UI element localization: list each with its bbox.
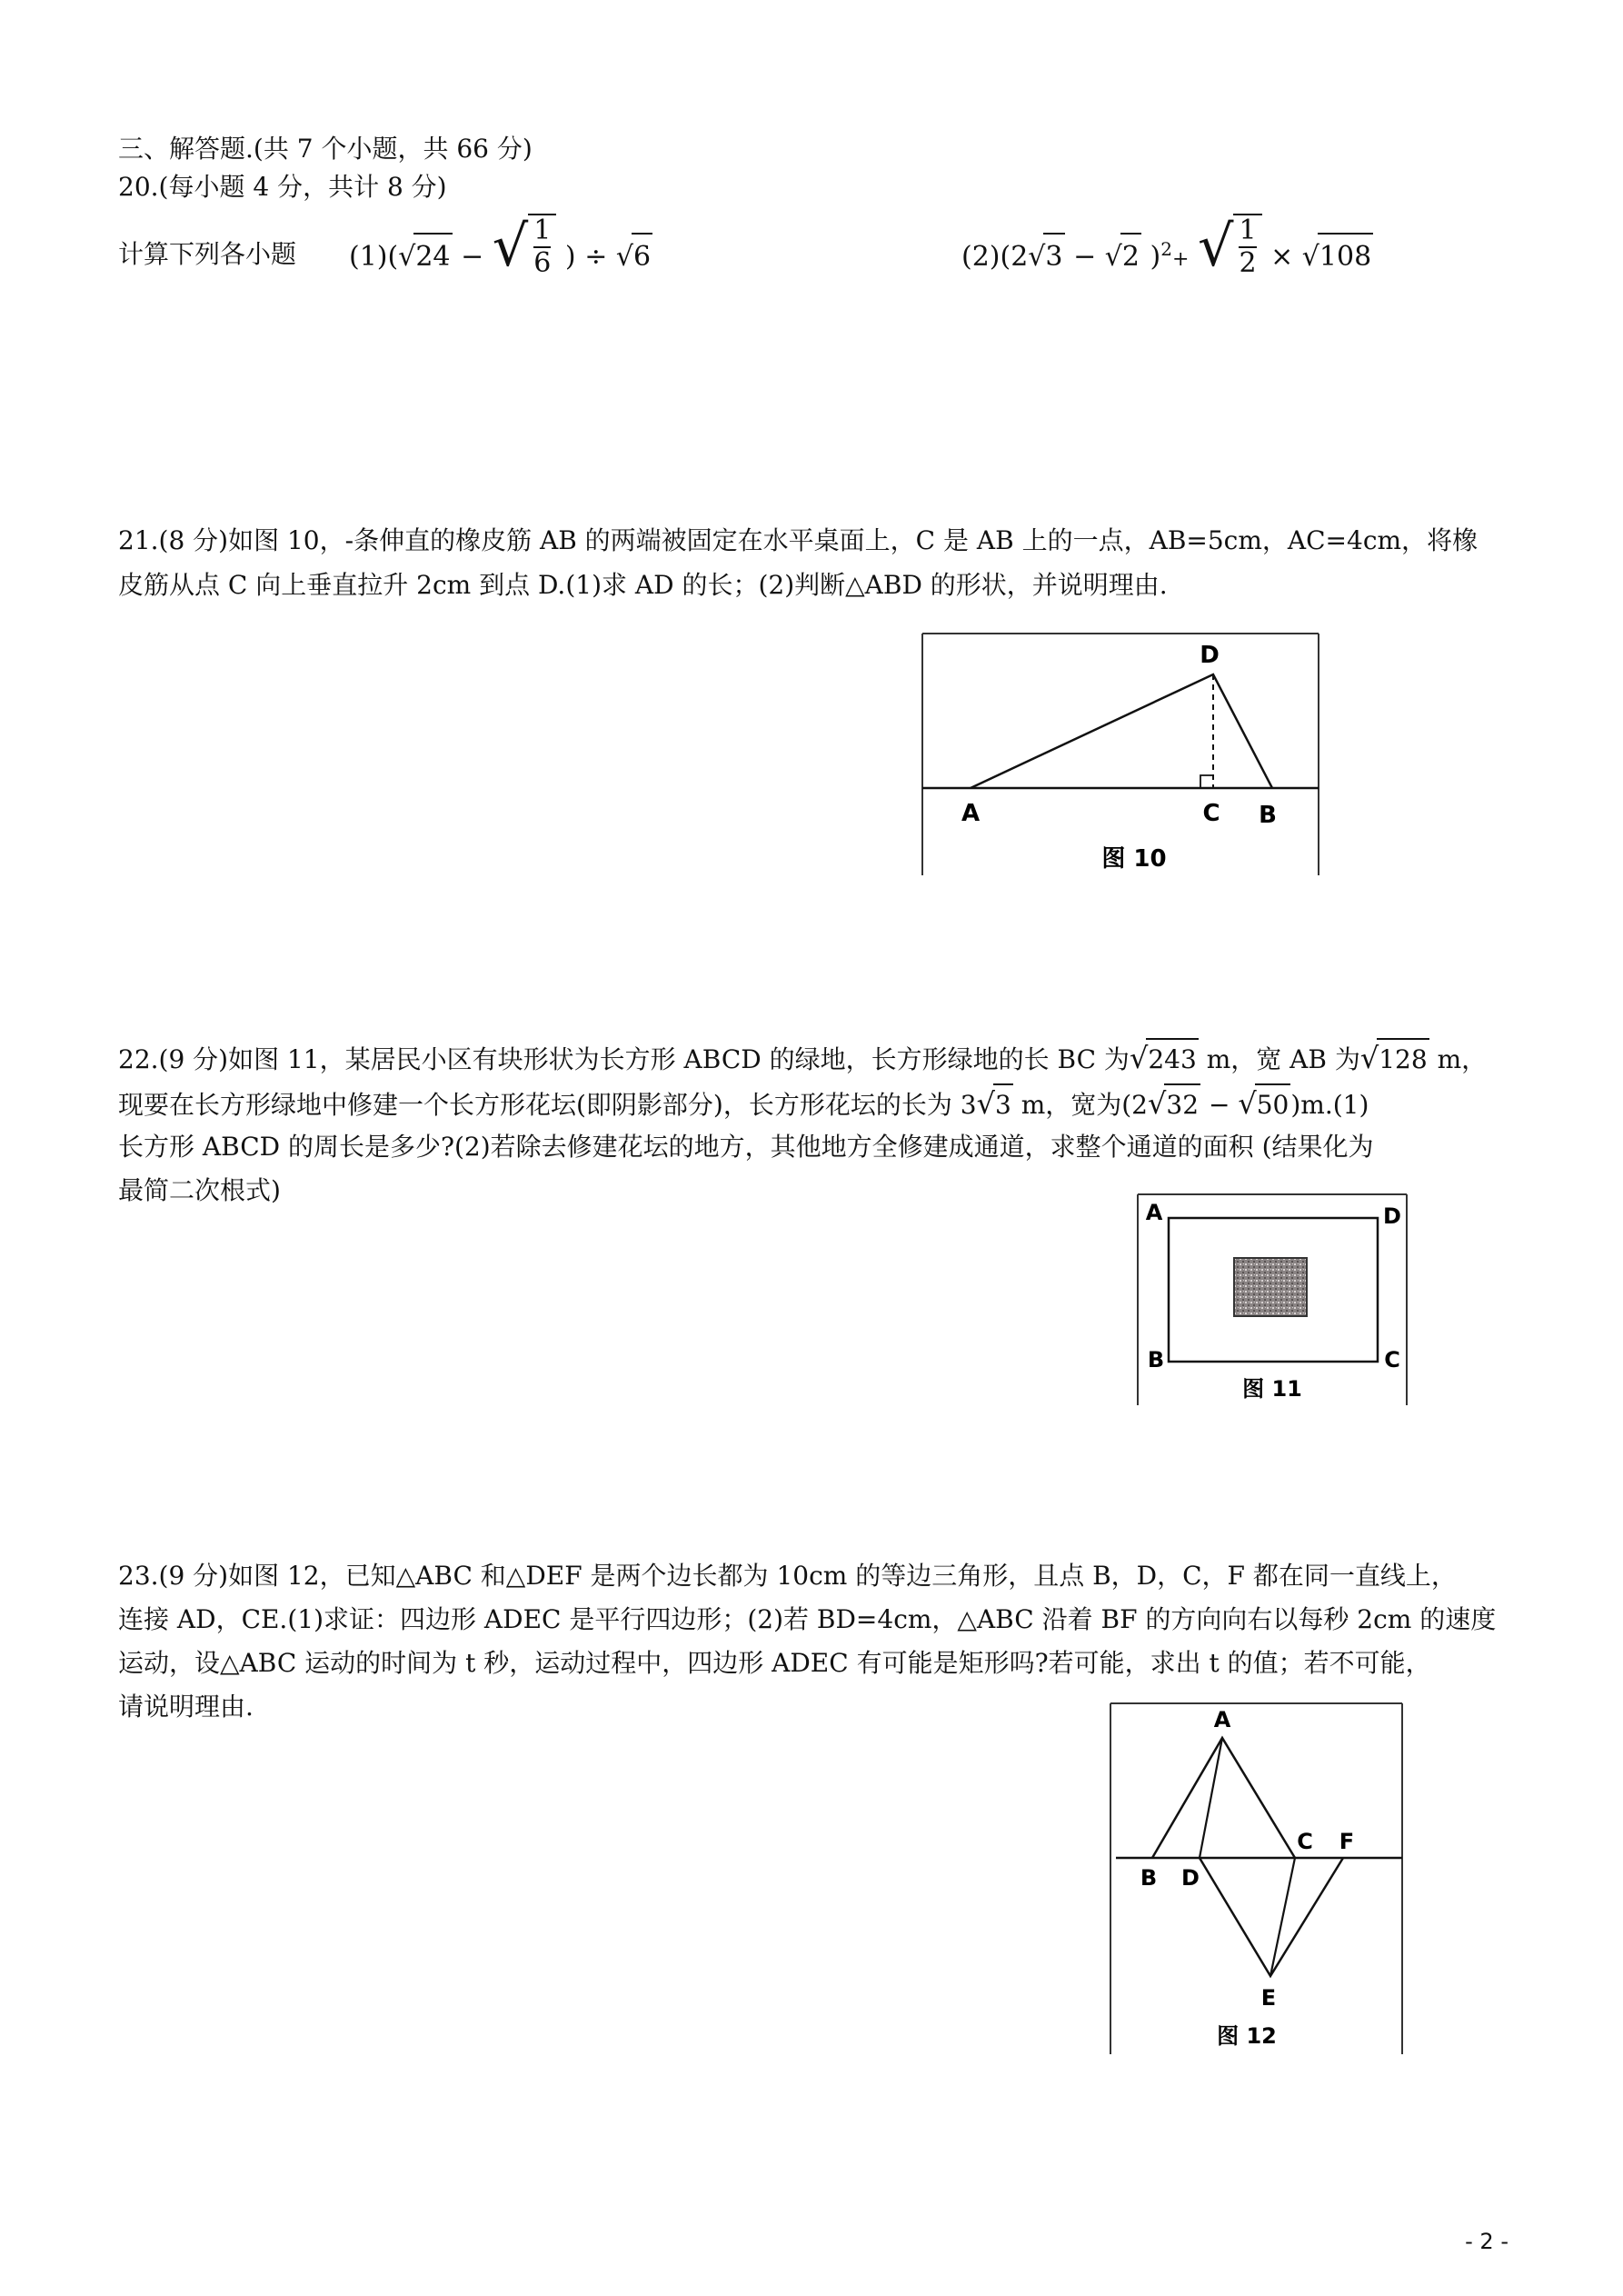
q22-text-2b: m，宽为(2 — [1021, 1090, 1148, 1120]
radicand-243: 243 — [1146, 1038, 1198, 1080]
exponent: 2 — [1160, 238, 1172, 260]
label-b: B — [1147, 1347, 1165, 1373]
sqrt-fraction: √ $\frac{1}{6}$ — [493, 214, 557, 279]
triangle-abd — [971, 674, 1272, 788]
paren-close: ) — [1150, 241, 1161, 273]
q23-line-3: 运动，设△ABC 运动的时间为 t 秒，运动过程中，四边形 ADEC 有可能是矩形吗?若可能，求出 t 的值；若不可能， — [118, 1648, 1431, 1678]
figure-10 — [921, 632, 1320, 877]
divide-sign: ÷ — [584, 241, 608, 273]
label-a: A — [1213, 1707, 1231, 1732]
figure-11 — [1136, 1193, 1409, 1407]
q20-prompt: 计算下列各小题 — [118, 239, 297, 269]
page-number: - 2 - — [1465, 2229, 1508, 2254]
label-e: E — [1260, 1985, 1277, 2011]
q20-expression-2: (2)(2√3 − √2 )$^2$+ √ $\frac{1}{2}$ × √108 — [961, 213, 1372, 279]
q22-text-1a: 22.(9 分)如图 11，某居民小区有块形状为长方形 ABCD 的绿地，长方形绿地的长 BC 为 — [118, 1044, 1130, 1074]
label-b: B — [1259, 802, 1277, 829]
q22-text-2a: 现要在长方形绿地中修建一个长方形花坛(即阴影部分)，长方形花坛的长为 3 — [118, 1090, 977, 1120]
q21-line-2: 皮筋从点 C 向上垂直拉升 2cm 到点 D.(1)求 AD 的长；(2)判断△ABD 的形状，并说明理由. — [118, 570, 1168, 600]
q22-line-3: 长方形 ABCD 的周长是多少?(2)若除去修建花坛的地方，其他地方全修建成通道，求整个通道的面积 (结果化为 — [118, 1132, 1374, 1162]
label-d: D — [1383, 1203, 1401, 1229]
q22-text-2c: )m.(1) — [1290, 1090, 1369, 1120]
label-a: A — [961, 800, 981, 827]
label-c: C — [1297, 1829, 1313, 1854]
radicand-108: 108 — [1318, 233, 1373, 280]
q22-line-4: 最简二次根式) — [118, 1175, 281, 1205]
frac-den: 6 — [533, 247, 552, 279]
q20-heading: 20.(每小题 4 分，共计 8 分) — [118, 172, 447, 202]
q22-text-1c: m， — [1437, 1044, 1488, 1074]
q23-line-4: 请说明理由. — [118, 1692, 254, 1722]
q20-expression-1: (1)(√24 − √ $\frac{1}{6}$ ) ÷ √6 — [349, 213, 652, 279]
q23-line-1: 23.(9 分)如图 12，已知△ABC 和△DEF 是两个边长都为 10cm 的等边三角形，且点 B，D，C，F 都在同一直线上， — [118, 1561, 1457, 1591]
minus-sign: − — [1208, 1090, 1230, 1120]
q23-line-2: 连接 AD，CE.(1)求证：四边形 ADEC 是平行四边形；(2)若 BD=4cm，△ABC 沿着 BF 的方向向右以每秒 2cm 的速度 — [118, 1604, 1497, 1634]
triangle-def — [1200, 1858, 1343, 1976]
label-d: D — [1181, 1865, 1200, 1891]
figure-10-caption: 图 10 — [1101, 845, 1167, 873]
frac-num: 1 — [533, 215, 552, 246]
radicand-50: 50 — [1255, 1083, 1291, 1125]
q22-line-1: 22.(9 分)如图 11，某居民小区有块形状为长方形 ABCD 的绿地，长方形绿地的长 BC 为√243 m，宽 AB 为√128 m， — [118, 1038, 1487, 1080]
flower-bed — [1234, 1258, 1307, 1316]
label-b: B — [1140, 1865, 1158, 1891]
radicand-128: 128 — [1377, 1038, 1429, 1080]
q21-line-1: 21.(8 分)如图 10，-条伸直的橡皮筋 AB 的两端被固定在水平桌面上，C 是 AB 上的一点，AB=5cm，AC=4cm，将橡 — [118, 525, 1479, 555]
figure-11-caption: 图 11 — [1242, 1376, 1302, 1402]
label-d: D — [1200, 642, 1220, 669]
figure-12-caption: 图 12 — [1217, 2023, 1277, 2049]
label-c: C — [1202, 800, 1220, 827]
q22-text-1b: m，宽 AB 为 — [1206, 1044, 1360, 1074]
sqrt-fraction-2: √ $\frac{1}{2}$ — [1198, 214, 1262, 279]
section-title: 三、解答题.(共 7 个小题，共 66 分) — [118, 134, 533, 164]
triangle-abc — [1152, 1738, 1295, 1858]
segment-ce — [1270, 1858, 1295, 1976]
label-a: A — [1145, 1200, 1163, 1225]
label-c: C — [1384, 1347, 1400, 1373]
paren-open-2: (2 — [1000, 241, 1029, 273]
plus-sign: + — [1171, 248, 1190, 271]
figure-12 — [1109, 1702, 1404, 2056]
label-f: F — [1339, 1829, 1355, 1854]
radicand-6: 6 — [632, 233, 652, 280]
frac-den: 2 — [1239, 247, 1257, 279]
q22-line-2: 现要在长方形绿地中修建一个长方形花坛(即阴影部分)，长方形花坛的长为 3√3 m，宽为(2√32 − √50)m.(1) — [118, 1083, 1369, 1125]
minus-sign: − — [461, 241, 484, 273]
paren-close: ) — [564, 241, 576, 273]
radicand-2: 2 — [1120, 233, 1141, 280]
q20-p2-label: (2) — [961, 241, 1001, 273]
radicand-24: 24 — [413, 233, 452, 280]
frac-num: 1 — [1239, 215, 1257, 246]
paren-open: ( — [387, 241, 399, 273]
radicand-3: 3 — [1043, 233, 1064, 280]
q20-p1-label: (1) — [349, 241, 388, 273]
radicand-32: 32 — [1164, 1083, 1200, 1125]
minus-sign: − — [1073, 241, 1097, 273]
times-sign: × — [1270, 241, 1294, 273]
right-angle-mark — [1200, 775, 1213, 788]
radicand-3: 3 — [993, 1083, 1013, 1125]
